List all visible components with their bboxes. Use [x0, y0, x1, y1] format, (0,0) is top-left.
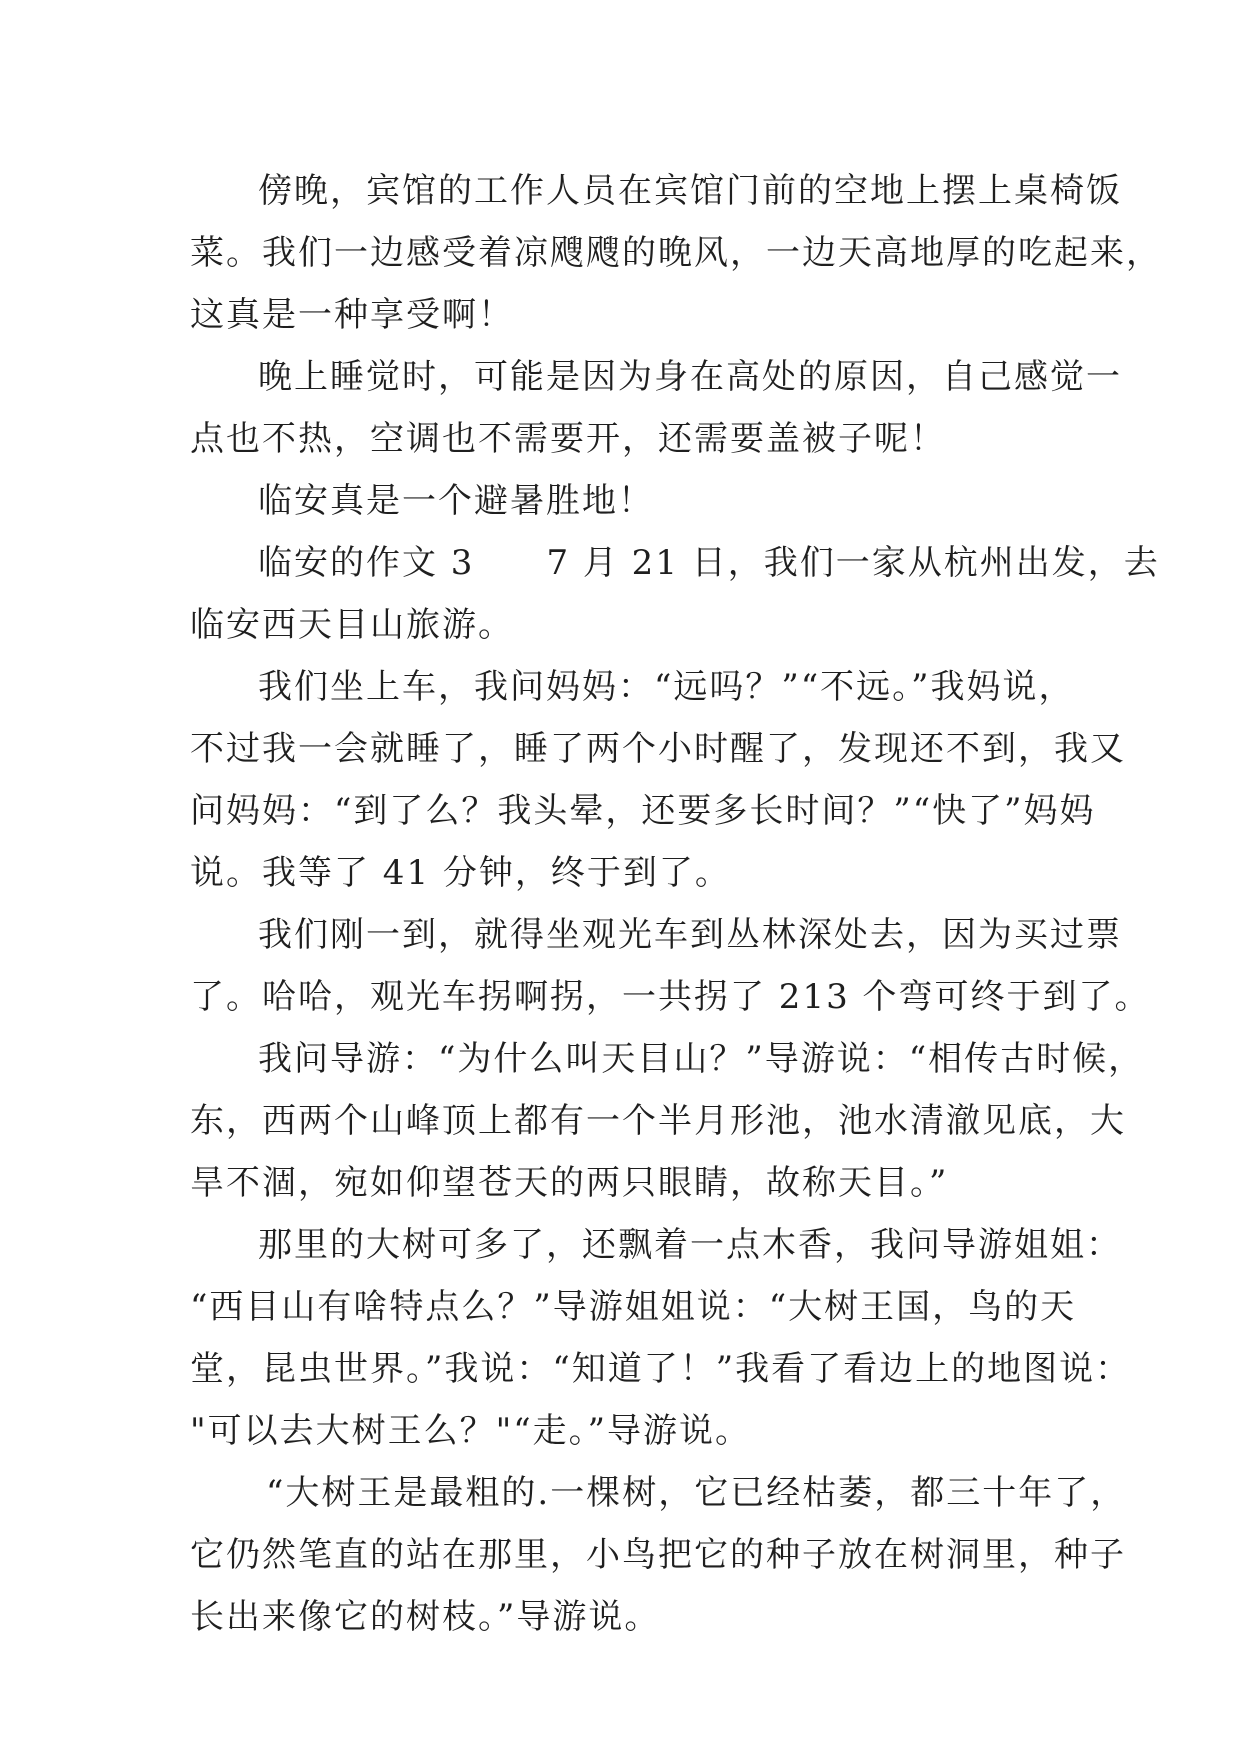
paragraph-line: 旱不涸，宛如仰望苍天的两只眼睛，故称天目。” [190, 1163, 949, 1203]
paragraph-line: 菜。我们一边感受着凉飕飕的晚风，一边天高地厚的吃起来， [190, 233, 1162, 273]
paragraph-line: “大树王是最粗的.一棵树，它已经枯萎，都三十年了， [266, 1473, 1127, 1513]
paragraph-line: 它仍然笔直的站在那里，小鸟把它的种子放在树洞里，种子 [190, 1535, 1126, 1575]
paragraph-line: 东，西两个山峰顶上都有一个半月形池，池水清澈见底，大 [190, 1101, 1126, 1141]
paragraph-line: 长出来像它的树枝。”导游说。 [190, 1597, 661, 1637]
paragraph-line: 点也不热，空调也不需要开，还需要盖被子呢！ [190, 419, 946, 459]
paragraph-line: 了。哈哈，观光车拐啊拐，一共拐了 213 个弯可终于到了。 [190, 977, 1151, 1017]
paragraph-line: "可以去大树王么？"“走。”导游说。 [190, 1411, 752, 1451]
paragraph-line: 晚上睡觉时，可能是因为身在高处的原因，自己感觉一 [258, 357, 1122, 397]
document-body [190, 160, 1162, 1648]
paragraph-line: “西目山有啥特点么？”导游姐姐说：“大树王国，鸟的天 [190, 1287, 1077, 1327]
paragraph-line: 问妈妈：“到了么？我头晕，还要多长时间？”“快了”妈妈 [190, 791, 1096, 831]
paragraph-line: 我问导游：“为什么叫天目山？”导游说：“相传古时候， [258, 1039, 1145, 1079]
paragraph-line: 不过我一会就睡了，睡了两个小时醒了，发现还不到，我又 [190, 729, 1126, 769]
paragraph-line: 这真是一种享受啊！ [190, 295, 514, 335]
paragraph-line: 傍晚，宾馆的工作人员在宾馆门前的空地上摆上桌椅饭 [258, 171, 1122, 211]
paragraph-line: 我们刚一到，就得坐观光车到丛林深处去，因为买过票 [258, 915, 1122, 955]
paragraph-line: 说。我等了 41 分钟，终于到了。 [190, 853, 731, 893]
paragraph-line: 临安真是一个避暑胜地！ [258, 481, 654, 521]
paragraph-line: 那里的大树可多了，还飘着一点木香，我问导游姐姐： [258, 1225, 1122, 1265]
paragraph-line: 我们坐上车，我问妈妈：“远吗？”“不远。”我妈说， [258, 667, 1075, 707]
paragraph-line: 堂，昆虫世界。”我说：“知道了！”我看了看边上的地图说： [190, 1349, 1132, 1389]
paragraph-line: 临安的作文 3 7 月 21 日，我们一家从杭州出发，去 [258, 543, 1160, 583]
paragraph-line: 临安西天目山旅游。 [190, 605, 514, 645]
